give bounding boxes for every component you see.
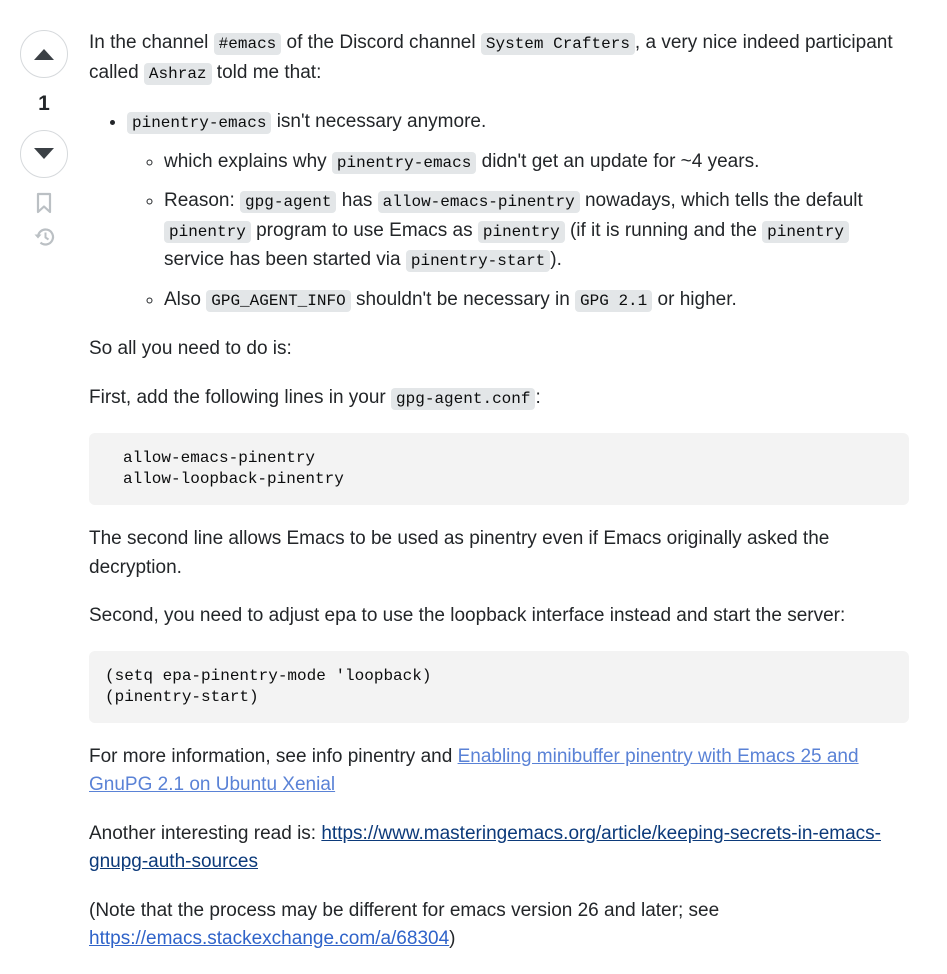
inline-code: gpg-agent xyxy=(240,191,336,213)
inline-code: pinentry xyxy=(478,221,565,243)
inline-code: System Crafters xyxy=(481,33,635,55)
link-masteringemacs[interactable]: https://www.masteringemacs.org/article/keeping-secrets-in-emacs-gnupg-auth-sources xyxy=(89,822,881,872)
inline-code: pinentry-emacs xyxy=(332,152,476,174)
bullet-list xyxy=(89,108,909,315)
link-enabling-minibuffer-pinentry[interactable]: Enabling minibuffer pinentry with Emacs 25 and GnuPG 2.1 on Ubuntu Xenial xyxy=(89,745,859,795)
paragraph-interesting-read: Another interesting read is: https://www.masteringemacs.org/article/keeping-secrets-in-emacs-gnupg-auth-sources xyxy=(89,822,881,872)
list-item: ◦ Also GPG_AGENT_INFO shouldn't be necessary in GPG 2.1 or higher. xyxy=(164,286,909,316)
bookmark-icon xyxy=(35,192,53,214)
bookmark-button[interactable] xyxy=(35,192,53,214)
code-block-gpg-agent-conf: allow-emacs-pinentry allow-loopback-pinentry xyxy=(89,433,909,505)
code-block-elisp: (setq epa-pinentry-mode 'loopback) (pinentry-start) xyxy=(89,651,909,723)
inline-code: Ashraz xyxy=(144,63,212,85)
paragraph-more-info: For more information, see info pinentry and Enabling minibuffer pinentry with Emacs 25 and GnuPG 2.1 on Ubuntu Xenial xyxy=(89,745,859,795)
paragraph-second-line: The second line allows Emacs to be used as pinentry even if Emacs originally asked the decryption. xyxy=(89,528,830,578)
inline-code: allow-emacs-pinentry xyxy=(378,191,580,213)
paragraph-second-step: Second, you need to adjust epa to use the loopback interface instead and start the server: xyxy=(89,605,846,626)
inline-code: gpg-agent.conf xyxy=(391,388,535,410)
downvote-button[interactable] xyxy=(20,130,68,178)
paragraph-all-you-need: So all you need to do is: xyxy=(89,338,292,359)
history-icon xyxy=(32,226,56,248)
inline-code: pinentry-emacs xyxy=(127,112,271,134)
inline-code: pinentry xyxy=(164,221,251,243)
intro-paragraph: In the channel #emacs of the Discord channel System Crafters , a very nice indeed participant called Ashraz told me that: xyxy=(89,32,893,83)
caret-down-icon xyxy=(33,147,55,161)
vote-cell xyxy=(19,30,69,248)
list-item: ◦ which explains why pinentry-emacs didn't get an update for ~4 years. xyxy=(164,148,909,178)
list-item: ◦ Reason: gpg-agent has allow-emacs-pinentry nowadays, which tells the default pinentry program to use Emacs as pinentry (if it is running and the pinentry service has been started via pinentry-start ). xyxy=(164,187,909,276)
history-button[interactable] xyxy=(32,226,56,248)
caret-up-icon xyxy=(33,47,55,61)
inline-code: pinentry xyxy=(762,221,849,243)
inline-code: #emacs xyxy=(214,33,282,55)
vote-count: 1 xyxy=(38,92,50,115)
inline-code: GPG 2.1 xyxy=(575,290,652,312)
link-emacs-stackexchange[interactable]: https://emacs.stackexchange.com/a/68304 xyxy=(89,928,450,949)
list-item: • pinentry-emacs isn't necessary anymore. ◦ which explains why pinentry-emacs didn't get an update for ~4 years. ◦ Reason: gpg-agent has allow-emacs-pinentry nowadays, which tells the default pinentry program to use Emacs as pinentry (if it is running and the pinentry service has been started via pinentry-start ). ◦ Also GPG_AGENT_INFO shouldn't be necessary in GPG 2.1 or higher. xyxy=(127,108,909,315)
paragraph-note: (Note that the process may be different for emacs version 26 and later; see https://emacs.stackexchange.com/a/68304) xyxy=(89,899,720,949)
inline-code: GPG_AGENT_INFO xyxy=(206,290,350,312)
sub-bullet-list xyxy=(127,148,909,316)
answer-body xyxy=(89,29,909,974)
inline-code: pinentry-start xyxy=(406,250,550,272)
upvote-button[interactable] xyxy=(20,30,68,78)
paragraph-first-step: First, add the following lines in your gpg-agent.conf : xyxy=(89,386,541,408)
